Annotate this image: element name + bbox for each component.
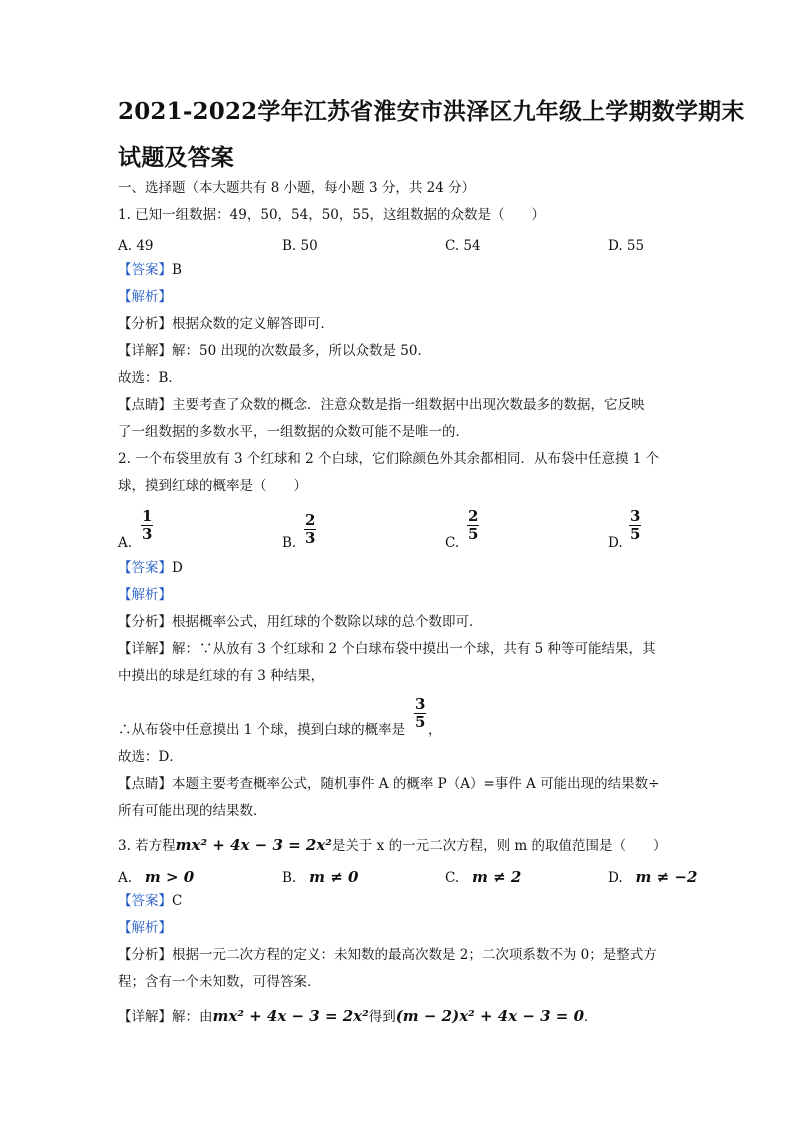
q1-option-b: B. 50 — [282, 238, 318, 254]
fenxi-tag: 【分析】 — [118, 947, 172, 963]
q1-answer-value: B — [172, 262, 182, 278]
q3-detail-line — [118, 1006, 598, 1027]
q1-review-text1: 主要考查了众数的概念．注意众数是指一组数据中出现次数最多的数据，它反映 — [172, 397, 645, 413]
q1-conclusion: 故选：B． — [118, 370, 182, 386]
fraction-numerator: 3 — [415, 695, 426, 713]
fraction-numerator: 2 — [305, 511, 316, 529]
q2-option-a-fraction — [141, 508, 153, 543]
q2-answer-line — [118, 558, 183, 578]
q3-option-a — [118, 867, 194, 888]
q2-detail-line2: 中摸出的球是红球的有 3 种结果， — [118, 668, 325, 684]
q2-review-line2: 所有可能出现的结果数． — [118, 803, 267, 819]
fraction-numerator: 1 — [142, 507, 153, 525]
q2-detail-fraction — [414, 696, 426, 731]
q1-detail-text: 解：50 出现的次数最多，所以众数是 50． — [172, 343, 431, 359]
q2-detail-text1: 解：∵从放有 3 个红球和 2 个白球布袋中摸出一个球，共有 5 种等可能结果，其 — [172, 641, 656, 657]
q3-fenxi-line2: 程；含有一个未知数，可得答案． — [118, 974, 321, 990]
q2-fenxi-line — [118, 612, 483, 632]
answer-tag: 【答案】 — [118, 560, 172, 576]
document-title-line2: 试题及答案 — [118, 144, 234, 171]
q2-detail-line3: ∴从布袋中任意摸出 1 个球，摸到白球的概率是 — [118, 722, 406, 738]
fraction-denominator: 3 — [305, 529, 316, 547]
section-heading: 一、选择题（本大题共有 8 小题，每小题 3 分，共 24 分） — [118, 180, 476, 196]
q3-detail-equation1: mx² + 4x − 3 = 2x² — [212, 1007, 369, 1025]
detail-tag: 【详解】 — [118, 1009, 172, 1025]
option-label: B. — [282, 870, 297, 886]
q1-option-d: D. 55 — [608, 238, 645, 254]
q2-fenxi-text: 根据概率公式，用红球的个数除以球的总个数即可． — [172, 614, 483, 630]
q3-detail-mid: 得到 — [368, 1009, 396, 1025]
q2-detail-line3-end: ， — [428, 722, 442, 738]
q3-stem-line — [118, 835, 666, 856]
q3-stem-prefix: 3. 若方程 — [118, 838, 176, 854]
q1-fenxi-line — [118, 314, 334, 334]
q3-answer-value: C — [172, 893, 183, 909]
fraction-denominator: 5 — [630, 525, 641, 543]
q2-stem-line1: 2. 一个布袋里放有 3 个红球和 2 个白球，它们除颜色外其余都相同．从布袋中任意摸 1 个 — [118, 451, 660, 467]
document-title-line1: 2021-2022学年江苏省淮安市洪泽区九年级上学期数学期末 — [118, 98, 745, 125]
answer-tag: 【答案】 — [118, 893, 172, 909]
q1-review-line1 — [118, 395, 645, 415]
fraction-denominator: 5 — [415, 713, 426, 731]
q2-conclusion: 故选：D． — [118, 749, 183, 765]
option-label: C. — [445, 870, 460, 886]
q3-detail-equation2: (m − 2)x² + 4x − 3 = 0 — [395, 1007, 585, 1025]
q2-option-b-label: B. — [282, 535, 297, 551]
q3-fenxi-text1: 根据一元二次方程的定义：未知数的最高次数是 2；二次项系数不为 0；是整式方 — [172, 947, 657, 963]
detail-tag: 【详解】 — [118, 641, 172, 657]
q3-detail-end: ． — [584, 1009, 598, 1025]
answer-tag: 【答案】 — [118, 262, 172, 278]
q3-option-d — [608, 867, 697, 888]
fraction-denominator: 3 — [142, 525, 153, 543]
q1-option-a: A. 49 — [118, 238, 154, 254]
q3-equation: mx² + 4x − 3 = 2x² — [175, 836, 332, 854]
q3-detail-prefix: 解：由 — [172, 1009, 213, 1025]
q3-stem-suffix: 是关于 x 的一元二次方程，则 m 的取值范围是（ ） — [331, 838, 667, 854]
detail-tag: 【详解】 — [118, 343, 172, 359]
review-tag: 【点睛】 — [118, 776, 172, 792]
q2-option-a-label: A. — [118, 535, 133, 551]
q2-review-text1: 本题主要考查概率公式，随机事件 A 的概率 P（A）=事件 A 可能出现的结果数÷ — [172, 776, 660, 792]
option-math: m ≠ −2 — [635, 868, 698, 886]
fenxi-tag: 【分析】 — [118, 316, 172, 332]
option-math: m ≠ 0 — [309, 868, 359, 886]
q2-option-c-fraction — [467, 508, 479, 543]
option-label: D. — [608, 870, 623, 886]
q3-option-b — [282, 867, 358, 888]
q3-fenxi-line1 — [118, 945, 657, 965]
q3-analysis-tag: 【解析】 — [118, 920, 172, 936]
fraction-denominator: 5 — [468, 525, 479, 543]
fraction-numerator: 2 — [468, 507, 479, 525]
q2-option-c-label: C. — [445, 535, 460, 551]
q1-review-line2: 了一组数据的多数水平，一组数据的众数可能不是唯一的． — [118, 424, 469, 440]
q2-answer-value: D — [172, 560, 183, 576]
q2-stem-line2: 球，摸到红球的概率是（ ） — [118, 478, 307, 494]
q1-analysis-tag: 【解析】 — [118, 289, 172, 305]
q1-answer-line — [118, 260, 182, 280]
q2-option-b-fraction — [304, 512, 316, 547]
option-label: A. — [118, 870, 133, 886]
fenxi-tag: 【分析】 — [118, 614, 172, 630]
option-math: m ≠ 2 — [472, 868, 522, 886]
q2-detail-line1 — [118, 639, 656, 659]
review-tag: 【点睛】 — [118, 397, 172, 413]
q2-review-line1 — [118, 774, 659, 794]
q3-answer-line — [118, 891, 182, 911]
q2-analysis-tag: 【解析】 — [118, 587, 172, 603]
q2-option-d-label: D. — [608, 535, 623, 551]
q1-stem: 1. 已知一组数据：49，50，54，50，55，这组数据的众数是（ ） — [118, 207, 546, 223]
fraction-numerator: 3 — [630, 507, 641, 525]
q3-option-c — [445, 867, 521, 888]
q1-option-c: C. 54 — [445, 238, 481, 254]
q2-option-d-fraction — [629, 508, 641, 543]
option-math: m > 0 — [144, 868, 195, 886]
q1-fenxi-text: 根据众数的定义解答即可． — [172, 316, 334, 332]
q1-detail-line — [118, 341, 431, 361]
